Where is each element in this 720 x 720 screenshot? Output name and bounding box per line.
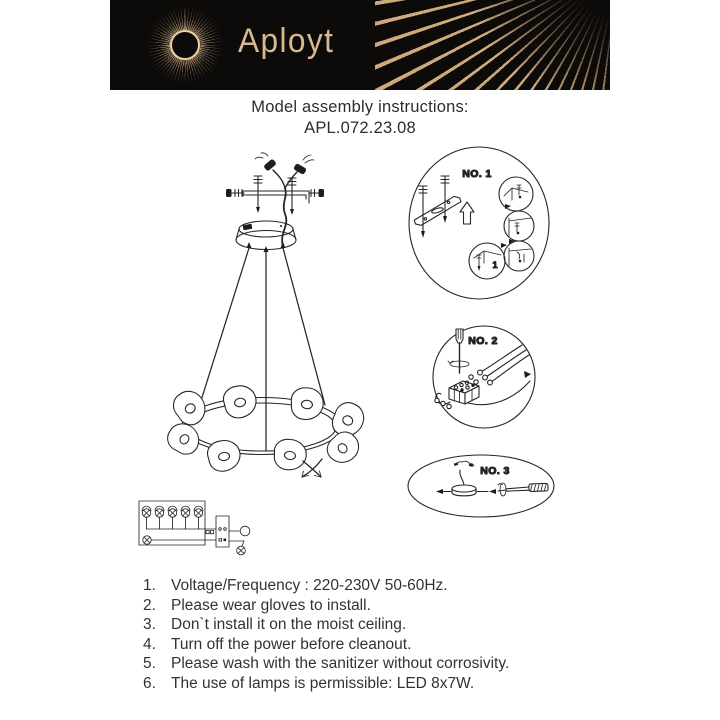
instruction-item	[143, 596, 509, 616]
mounting-bracket	[226, 176, 324, 215]
lamp-shade	[272, 437, 308, 472]
lamp-shade	[206, 438, 242, 473]
instruction-item	[143, 615, 509, 635]
lamp-shade	[289, 386, 324, 421]
page-title: Model assembly instructions:	[251, 98, 469, 116]
lamp-shade	[169, 386, 212, 430]
instruction-number: 6.	[143, 674, 156, 692]
instruction-item	[143, 654, 509, 674]
instruction-text: The use of lamps is permissible: LED 8x7W.	[171, 674, 475, 692]
no2-screwdriver	[448, 329, 469, 373]
detail-no2-label: NO. 2	[468, 335, 498, 347]
no1-up-arrow-icon	[460, 202, 474, 224]
instruction-number: 3.	[143, 616, 156, 634]
rotation-arrow-icon	[302, 459, 322, 477]
lamp-shade	[222, 384, 258, 420]
no1-mounting-bracket	[411, 195, 464, 227]
instruction-item	[143, 635, 509, 655]
ceiling-canopy	[236, 221, 296, 250]
instruction-list	[143, 576, 509, 694]
instruction-text: Please wash with the sanitizer without corrosivity.	[171, 655, 510, 673]
lamp-shade	[163, 418, 205, 459]
instruction-number: 2.	[143, 596, 156, 614]
instruction-item	[143, 576, 509, 596]
instruction-number: 5.	[143, 655, 156, 673]
lamp-shade	[322, 427, 364, 469]
brand-name: Aployt	[238, 22, 335, 60]
no1-closeup-circles	[469, 177, 534, 279]
instruction-number: 4.	[143, 635, 156, 653]
detail-no3-label: NO. 3	[480, 465, 510, 477]
wiring-diagram	[139, 501, 250, 555]
instruction-text: Don`t install it on the moist ceiling.	[171, 616, 407, 634]
instruction-text: Voltage/Frequency : 220-230V 50-60Hz.	[171, 577, 448, 594]
no3-canopy	[452, 461, 476, 496]
wiring-lamp-symbols	[142, 506, 203, 544]
detail-no3	[408, 455, 554, 517]
instruction-text: Please wear gloves to install.	[171, 596, 371, 614]
detail-no1-label: NO. 1	[462, 168, 492, 180]
instruction-number: 1.	[143, 577, 156, 594]
no1-step-marker: 1	[492, 260, 498, 270]
detail-no2	[433, 326, 535, 428]
no2-terminal-block	[449, 381, 479, 404]
detail-no1	[409, 147, 549, 299]
no1-screws	[419, 176, 449, 238]
model-number: APL.072.23.08	[304, 119, 416, 137]
instruction-item	[143, 674, 509, 694]
chandelier-drawing	[163, 153, 369, 477]
instruction-text: Turn off the power before cleanout.	[171, 635, 412, 653]
